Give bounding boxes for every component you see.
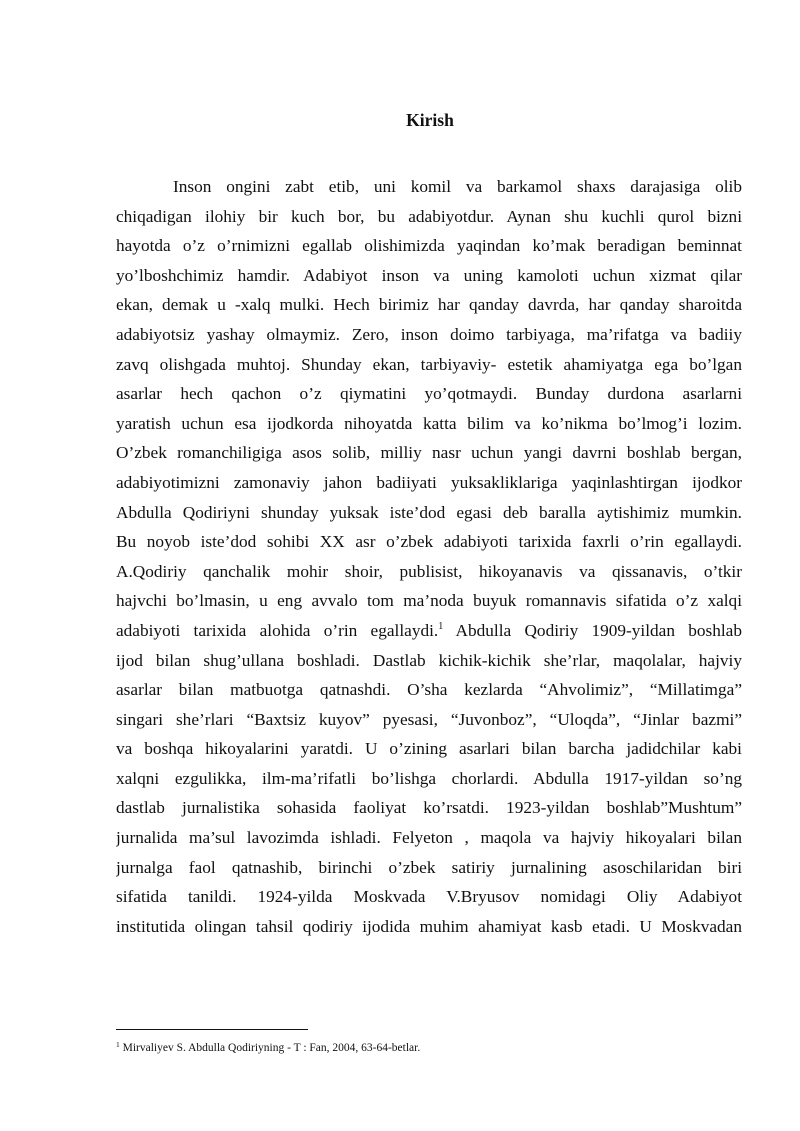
footnote-mark: 1 xyxy=(116,1040,120,1049)
text-line: hayotda o’z o’rnimizni egallab olishimizda yaqindan ko’mak beradigan beminnat xyxy=(116,236,742,256)
text-line: sifatida tanildi. 1924-yilda Moskvada V.Bryusov nomidagi Oliy Adabiyot xyxy=(116,887,742,907)
text-line: hajvchi bo’lmasin, u eng avvalo tom ma’noda buyuk romannavis sifatida o’z xalqi xyxy=(116,591,742,611)
footnote-reference[interactable]: 1 xyxy=(438,620,444,632)
text-line: jurnalga faol qatnashib, birinchi o’zbek satiriy jurnalining asoschilaridan biri xyxy=(116,857,742,877)
text-line: chiqadigan ilohiy bir kuch bor, bu adabiyotdur. Aynan shu kuchli qurol bizni xyxy=(116,206,742,226)
text-line: Inson ongini zabt etib, uni komil va barkamol shaxs darajasiga olib xyxy=(173,177,742,196)
text-line xyxy=(116,616,742,646)
text-line: va boshqa hikoyalarini yaratdi. U o’zining asarlari bilan barcha jadidchilar kabi xyxy=(116,739,742,759)
page-title: Kirish xyxy=(406,110,454,130)
text-line: adabiyotsiz yashay olmaymiz. Zero, inson doimo tarbiyaga, ma’rifatga va badiiy xyxy=(116,324,742,344)
text-segment: adabiyoti tarixida alohida o’rin egallaydi. xyxy=(116,620,439,640)
text-line: xalqni ezgulikka, ilm-ma’rifatli bo’lishga chorlardi. Abdulla 1917-yildan so’ng xyxy=(116,768,742,788)
text-line: jurnalida ma’sul lavozimda ishladi. Felyeton , maqola va hajviy hikoyalari bilan xyxy=(116,828,742,848)
text-line: O’zbek romanchiligiga asos solib, milliy nasr uchun yangi davrni boshlab bergan, xyxy=(116,443,742,463)
footnote-text: Mirvaliyev S. Abdulla Qodiriyning - T : Fan, 2004, 63-64-betlar. xyxy=(119,1042,421,1054)
text-line: Abdulla Qodiriyni shunday yuksak iste’dod egasi deb baralla aytishimiz mumkin. xyxy=(116,502,742,522)
footnote xyxy=(116,1041,420,1055)
text-line: adabiyotimizni zamonaviy jahon badiiyati yuksakliklariga yaqinlashtirgan ijodkor xyxy=(116,472,742,492)
text-line: A.Qodiriy qanchalik mohir shoir, publisist, hikoyanavis va qissanavis, o’tkir xyxy=(116,561,742,581)
text-line: asarlar hech qachon o’z qiymatini yo’qotmaydi. Bunday durdona asarlarni xyxy=(116,384,742,404)
text-line: yo’lboshchimiz hamdir. Adabiyot inson va uning kamoloti uchun xizmat qilar xyxy=(116,265,742,285)
text-line: asarlar bilan matbuotga qatnashdi. O’sha kezlarda “Ahvolimiz”, “Millatimga” xyxy=(116,680,742,700)
text-line: ekan, demak u -xalq mulki. Hech birimiz har qanday davrda, har qanday sharoitda xyxy=(116,295,742,315)
text-line: Bu noyob iste’dod sohibi XX asr o’zbek adabiyoti tarixida faxrli o’rin egallaydi. xyxy=(116,532,742,552)
text-segment: Abdulla Qodiriy 1909-yildan boshlab xyxy=(443,620,742,640)
text-line: institutida olingan tahsil qodiriy ijodida muhim ahamiyat kasb etadi. U Moskvadan xyxy=(116,916,742,936)
body-paragraph xyxy=(116,172,742,941)
footnote-separator xyxy=(116,1029,308,1030)
text-line: dastlab jurnalistika sohasida faoliyat ko’rsatdi. 1923-yildan boshlab”Mushtum” xyxy=(116,798,742,818)
text-line: singari she’rlari “Baxtsiz kuyov” pyesasi, “Juvonboz”, “Uloqda”, “Jinlar bazmi” xyxy=(116,709,742,729)
text-line: yaratish uchun esa ijodkorda nihoyatda katta bilim va ko’nikma bo’lmog’i lozim. xyxy=(116,413,742,433)
text-line: zavq olishgada muhtoj. Shunday ekan, tarbiyaviy- estetik ahamiyatga ega bo’lgan xyxy=(116,354,742,374)
text-line: ijod bilan shug’ullana boshladi. Dastlab kichik-kichik she’rlar, maqolalar, hajviy xyxy=(116,650,742,670)
